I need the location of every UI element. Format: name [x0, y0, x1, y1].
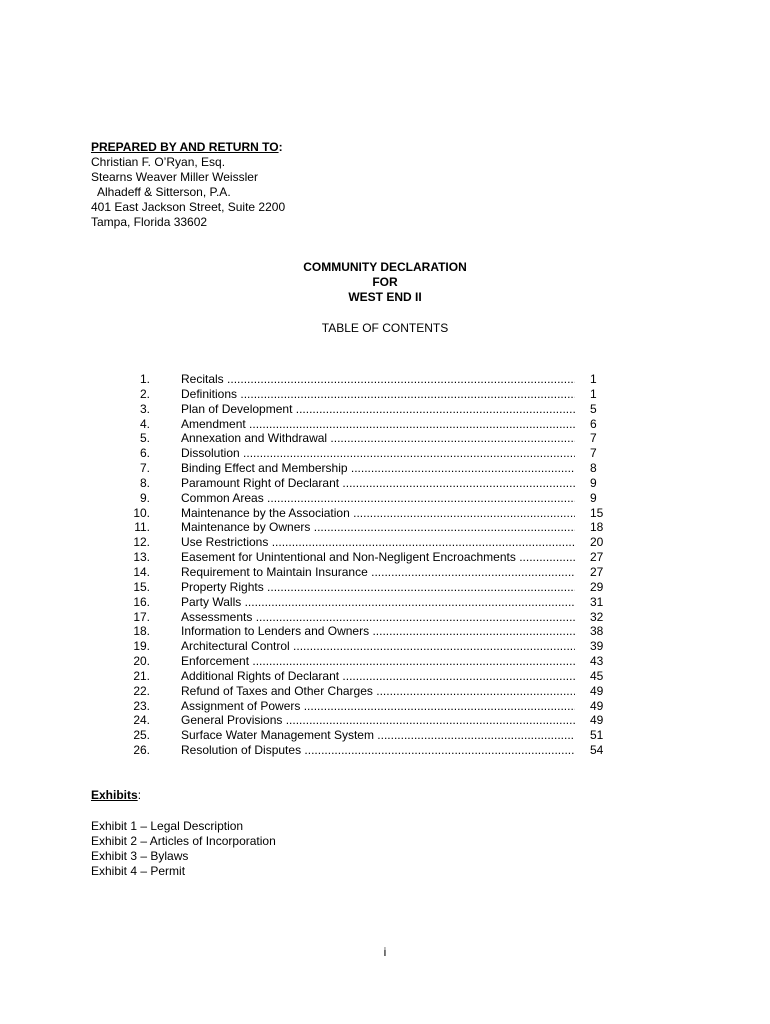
toc-entry — [0, 402, 770, 417]
toc-entry-number: 4. — [139, 416, 150, 431]
toc-entry — [0, 743, 770, 758]
toc-entry — [0, 387, 770, 402]
toc-entry — [0, 491, 770, 506]
toc-entry-title: Assessments ..... — [181, 610, 575, 625]
toc-entry-number: 14. — [133, 564, 150, 579]
toc-entry-number: 26. — [133, 743, 150, 758]
toc-entry-page: 43 — [590, 654, 604, 669]
toc-entry-page: 9 — [590, 475, 597, 490]
toc-entry-number: 7. — [139, 461, 150, 476]
toc-entry-title: Binding Effect and Membership ..... — [181, 461, 575, 476]
toc-entry-title: Recitals ..... — [181, 372, 575, 387]
toc-entry-title: Definitions ..... — [181, 387, 575, 402]
toc-entry-number: 3. — [139, 401, 150, 416]
toc-entry-title: Enforcement ..... — [181, 654, 575, 669]
toc-entry-page: 29 — [590, 579, 604, 594]
toc-entry-page: 32 — [590, 609, 604, 624]
toc-entry-title: Property Rights ..... — [181, 580, 575, 595]
attorney-name: Christian F. O’Ryan, Esq. — [91, 155, 226, 169]
toc-entry-title: Party Walls ..... — [181, 595, 575, 610]
toc-entry — [0, 461, 770, 476]
toc-entry-title: Common Areas ..... — [181, 491, 575, 506]
toc-entry — [0, 417, 770, 432]
toc-entry-page: 31 — [590, 594, 604, 609]
toc-entry-number: 6. — [139, 446, 150, 461]
toc-entry-number: 18. — [133, 624, 150, 639]
toc-entry — [0, 520, 770, 535]
toc-entry — [0, 654, 770, 669]
street-address: 401 East Jackson Street, Suite 2200 — [91, 200, 286, 214]
toc-entry-number: 13. — [133, 550, 150, 565]
table-of-contents — [0, 372, 770, 758]
toc-entry — [0, 699, 770, 714]
toc-entry-number: 19. — [133, 639, 150, 654]
toc-entry-number: 2. — [139, 386, 150, 401]
toc-entry — [0, 684, 770, 699]
toc-entry-number: 9. — [139, 490, 150, 505]
toc-entry-number: 24. — [133, 713, 150, 728]
exhibits-heading: Exhibits: — [91, 788, 142, 802]
toc-entry — [0, 580, 770, 595]
city-state-zip: Tampa, Florida 33602 — [91, 215, 208, 229]
toc-entry-page: 6 — [590, 416, 597, 431]
toc-entry — [0, 624, 770, 639]
toc-entry-page: 15 — [590, 505, 604, 520]
toc-entry-page: 49 — [590, 713, 604, 728]
toc-entry-page: 49 — [590, 698, 604, 713]
toc-entry-title: Surface Water Management System ..... — [181, 728, 575, 743]
toc-entry-title: Maintenance by the Association ..... — [181, 506, 575, 521]
toc-entry-number: 15. — [133, 579, 150, 594]
toc-entry-title: Assignment of Powers ..... — [181, 699, 575, 714]
toc-entry-number: 12. — [133, 535, 150, 550]
exhibit-item: Exhibit 3 – Bylaws — [91, 849, 189, 863]
toc-entry-title: Additional Rights of Declarant ..... — [181, 669, 575, 684]
toc-entry-title: Annexation and Withdrawal ..... — [181, 431, 575, 446]
toc-entry-title: Maintenance by Owners ..... — [181, 520, 575, 535]
title-line-3: WEST END II — [348, 290, 422, 304]
toc-entry — [0, 535, 770, 550]
toc-entry — [0, 669, 770, 684]
toc-entry-page: 1 — [590, 386, 597, 401]
toc-entry-title: Easement for Unintentional and Non-Negligent Encroachments ..... — [181, 550, 575, 565]
toc-entry-page: 45 — [590, 668, 604, 683]
toc-entry-number: 16. — [133, 594, 150, 609]
toc-entry-page: 5 — [590, 401, 597, 416]
toc-entry — [0, 728, 770, 743]
toc-entry-title: General Provisions ..... — [181, 713, 575, 728]
toc-entry-page: 9 — [590, 490, 597, 505]
exhibits-list — [91, 819, 276, 879]
toc-heading: TABLE OF CONTENTS — [321, 321, 449, 335]
toc-entry-title: Plan of Development ..... — [181, 402, 575, 417]
exhibit-item: Exhibit 2 – Articles of Incorporation — [91, 834, 276, 848]
toc-entry-number: 22. — [133, 683, 150, 698]
toc-entry-page: 51 — [590, 728, 604, 743]
toc-entry-number: 23. — [133, 698, 150, 713]
toc-entry — [0, 565, 770, 580]
toc-entry-page: 54 — [590, 743, 604, 758]
exhibit-item: Exhibit 4 – Permit — [91, 864, 186, 878]
toc-entry-title: Resolution of Disputes ..... — [181, 743, 575, 758]
toc-entry-number: 11. — [134, 520, 150, 535]
toc-entry-title: Architectural Control ..... — [181, 639, 575, 654]
toc-entry-page: 7 — [590, 431, 597, 446]
exhibit-item: Exhibit 1 – Legal Description — [91, 819, 244, 833]
title-line-2: FOR — [372, 275, 398, 289]
toc-entry — [0, 639, 770, 654]
toc-entry-page: 20 — [590, 535, 604, 550]
toc-entry-page: 49 — [590, 683, 604, 698]
toc-entry — [0, 431, 770, 446]
toc-entry-number: 5. — [139, 431, 150, 446]
toc-entry — [0, 446, 770, 461]
toc-entry-title: Dissolution ..... — [181, 446, 575, 461]
page-number: i — [383, 945, 387, 959]
toc-entry-title: Use Restrictions ..... — [181, 535, 575, 550]
toc-entry — [0, 713, 770, 728]
toc-entry-number: 21. — [133, 668, 150, 683]
prepared-by-heading: PREPARED BY AND RETURN TO: — [91, 140, 283, 154]
toc-entry-number: 17. — [133, 609, 150, 624]
toc-entry — [0, 595, 770, 610]
toc-entry-page: 8 — [590, 461, 597, 476]
toc-entry-title: Amendment ..... — [181, 417, 575, 432]
toc-entry-title: Paramount Right of Declarant ..... — [181, 476, 575, 491]
toc-entry-number: 20. — [133, 654, 150, 669]
toc-entry-page: 18 — [590, 520, 604, 535]
toc-entry-page: 1 — [590, 372, 597, 386]
toc-entry-number: 10. — [133, 505, 150, 520]
toc-entry-page: 38 — [590, 624, 604, 639]
toc-entry-page: 27 — [590, 564, 604, 579]
toc-entry-number: 8. — [139, 475, 150, 490]
toc-entry-page: 7 — [590, 446, 597, 461]
toc-entry — [0, 610, 770, 625]
toc-entry-title: Requirement to Maintain Insurance ..... — [181, 565, 575, 580]
toc-entry — [0, 476, 770, 491]
prepared-by-block — [91, 140, 285, 230]
toc-entry-number: 25. — [133, 728, 150, 743]
toc-entry-page: 27 — [590, 550, 604, 565]
toc-entry — [0, 372, 770, 387]
law-firm-line-2: Alhadeff & Sitterson, P.A. — [91, 185, 231, 199]
document-title — [0, 260, 770, 305]
law-firm-line-1: Stearns Weaver Miller Weissler — [91, 170, 258, 184]
toc-entry-title: Refund of Taxes and Other Charges ..... — [181, 684, 575, 699]
toc-entry-title: Information to Lenders and Owners ..... — [181, 624, 575, 639]
toc-entry — [0, 506, 770, 521]
toc-entry — [0, 550, 770, 565]
toc-entry-number: 1. — [139, 372, 150, 386]
title-line-1: COMMUNITY DECLARATION — [303, 260, 467, 274]
toc-entry-page: 39 — [590, 639, 604, 654]
